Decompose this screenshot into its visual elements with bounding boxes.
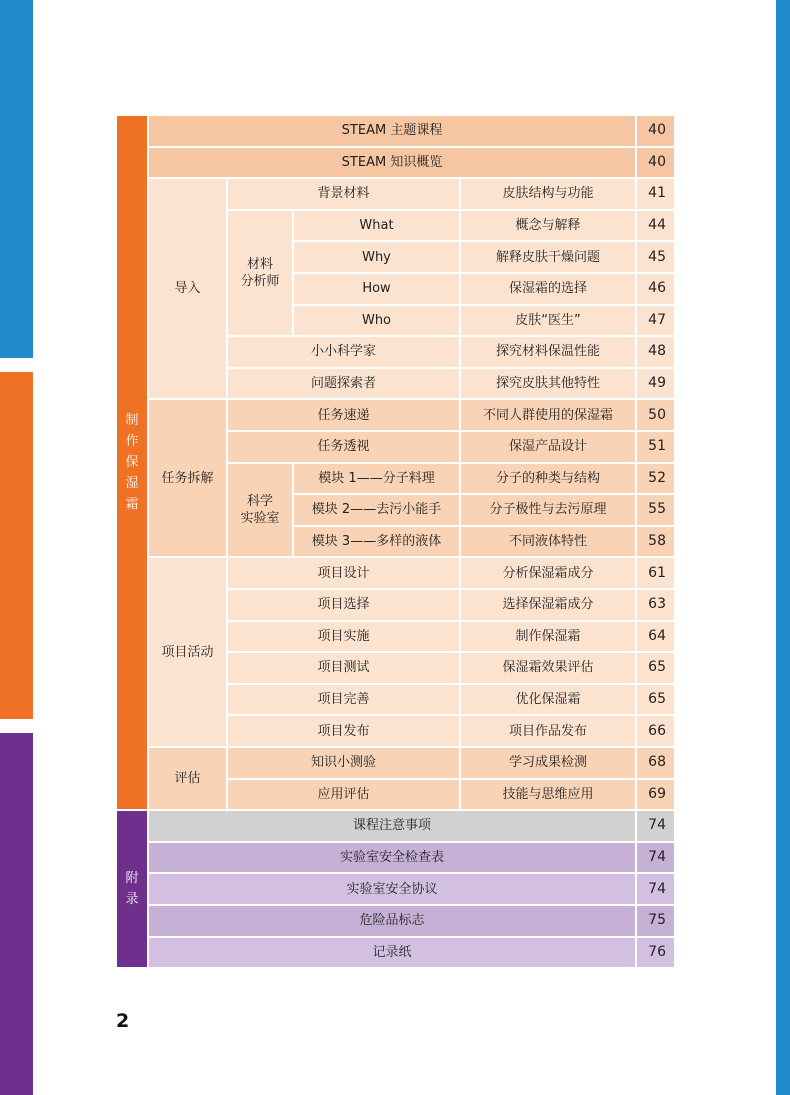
row-topic: 模块 3——多样的液体	[294, 527, 459, 557]
row-topic: How	[294, 274, 459, 304]
row-content: 概念与解释	[461, 211, 635, 241]
section-label-char: 制	[125, 413, 139, 429]
appendix-title: 记录纸	[149, 938, 635, 968]
row-page-number: 47	[637, 306, 674, 336]
row-page-number: 51	[637, 432, 674, 462]
group-label-tasks: 任务拆解	[149, 400, 226, 556]
row-topic: 项目完善	[228, 685, 459, 715]
overview-page-number: 40	[637, 148, 674, 178]
section-label-char: 保	[125, 455, 139, 471]
row-page-number: 65	[637, 653, 674, 683]
row-topic: Why	[294, 242, 459, 272]
row-topic: Who	[294, 306, 459, 336]
row-topic: 模块 1——分子料理	[294, 464, 459, 494]
group-label-eval: 评估	[149, 748, 226, 809]
appendix-title: 实验室安全检查表	[149, 843, 635, 873]
row-page-number: 50	[637, 400, 674, 430]
row-page-number: 64	[637, 622, 674, 652]
row-topic: What	[294, 211, 459, 241]
subgroup-label-materials: 材料 分析师	[228, 211, 292, 335]
group-label-intro: 导入	[149, 179, 226, 398]
page-number: 2	[116, 1010, 130, 1032]
row-page-number: 46	[637, 274, 674, 304]
row-content: 技能与思维应用	[461, 780, 635, 810]
row-topic: 背景材料	[228, 179, 459, 209]
row-content: 学习成果检测	[461, 748, 635, 778]
row-page-number: 44	[637, 211, 674, 241]
subgroup-label-lab: 科学 实验室	[228, 464, 292, 557]
row-page-number: 68	[637, 748, 674, 778]
row-topic: 知识小测验	[228, 748, 459, 778]
row-page-number: 65	[637, 685, 674, 715]
appendix-title: 危险品标志	[149, 906, 635, 936]
appendix-page-number: 74	[637, 843, 674, 873]
row-page-number: 45	[637, 242, 674, 272]
row-page-number: 48	[637, 337, 674, 367]
row-topic: 应用评估	[228, 780, 459, 810]
section-label-appendix	[117, 811, 147, 967]
group-label-project: 项目活动	[149, 558, 226, 746]
row-content: 不同人群使用的保湿霜	[461, 400, 635, 430]
section-label-char: 霜	[125, 497, 139, 513]
row-page-number: 66	[637, 716, 674, 746]
left-edge-orange-tab	[0, 372, 33, 719]
row-content: 皮肤结构与功能	[461, 179, 635, 209]
overview-page-number: 40	[637, 116, 674, 146]
section-label-char: 录	[125, 892, 139, 908]
appendix-title: 实验室安全协议	[149, 874, 635, 904]
row-content: 保湿霜的选择	[461, 274, 635, 304]
row-page-number: 63	[637, 590, 674, 620]
row-topic: 项目测试	[228, 653, 459, 683]
row-content: 保湿产品设计	[461, 432, 635, 462]
right-edge-blue-band	[776, 0, 790, 1095]
row-topic: 项目发布	[228, 716, 459, 746]
row-page-number: 49	[637, 369, 674, 399]
row-topic: 项目选择	[228, 590, 459, 620]
appendix-page-number: 75	[637, 906, 674, 936]
row-page-number: 41	[637, 179, 674, 209]
section-label-char: 湿	[125, 476, 139, 492]
row-page-number: 55	[637, 495, 674, 525]
row-content: 探究材料保温性能	[461, 337, 635, 367]
row-topic: 任务透视	[228, 432, 459, 462]
row-page-number: 61	[637, 558, 674, 588]
section-label-char: 作	[125, 434, 139, 450]
row-content: 解释皮肤干燥问题	[461, 242, 635, 272]
appendix-title: 课程注意事项	[149, 811, 635, 841]
row-content: 分析保湿霜成分	[461, 558, 635, 588]
table-of-contents	[117, 116, 674, 970]
row-page-number: 58	[637, 527, 674, 557]
row-page-number: 52	[637, 464, 674, 494]
row-content: 皮肤“医生”	[461, 306, 635, 336]
row-topic: 项目实施	[228, 622, 459, 652]
row-content: 探究皮肤其他特性	[461, 369, 635, 399]
section-label-char: 附	[125, 871, 139, 887]
left-edge-blue-tab	[0, 0, 33, 358]
row-topic: 问题探索者	[228, 369, 459, 399]
row-topic: 模块 2——去污小能手	[294, 495, 459, 525]
row-content: 选择保湿霜成分	[461, 590, 635, 620]
overview-title: STEAM 主题课程	[149, 116, 635, 146]
row-topic: 小小科学家	[228, 337, 459, 367]
row-content: 优化保湿霜	[461, 685, 635, 715]
overview-title: STEAM 知识概览	[149, 148, 635, 178]
section-label-main	[117, 116, 147, 809]
row-content: 分子极性与去污原理	[461, 495, 635, 525]
row-page-number: 69	[637, 780, 674, 810]
appendix-page-number: 76	[637, 938, 674, 968]
left-edge-purple-tab	[0, 733, 33, 1095]
row-content: 不同液体特性	[461, 527, 635, 557]
row-topic: 项目设计	[228, 558, 459, 588]
appendix-page-number: 74	[637, 874, 674, 904]
row-content: 保湿霜效果评估	[461, 653, 635, 683]
appendix-page-number: 74	[637, 811, 674, 841]
row-content: 制作保湿霜	[461, 622, 635, 652]
row-content: 项目作品发布	[461, 716, 635, 746]
row-topic: 任务速递	[228, 400, 459, 430]
row-content: 分子的种类与结构	[461, 464, 635, 494]
